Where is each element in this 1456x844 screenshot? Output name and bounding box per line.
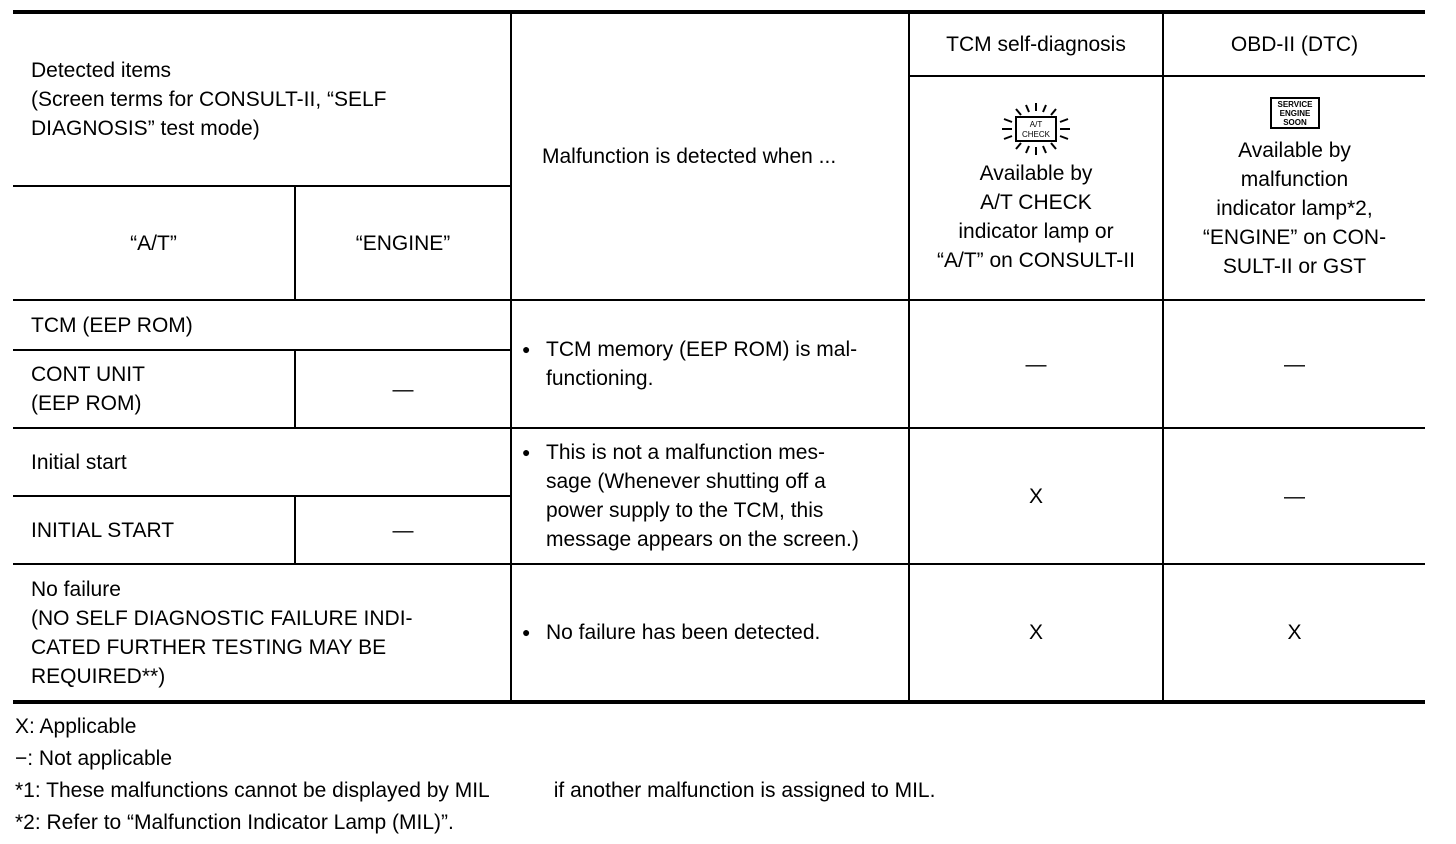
engine-code-cell — [295, 350, 511, 428]
engine-code-cell — [295, 496, 511, 564]
malfunction-line: power supply to the TCM, this — [546, 499, 824, 522]
obd-available-line-1: Available by — [1238, 138, 1351, 162]
table-row — [13, 300, 1425, 350]
obd-available-line-2: malfunction — [1240, 167, 1349, 191]
engine-item-line: CONT UNIT — [31, 363, 145, 386]
engine-item-line: (EEP ROM) — [31, 392, 142, 415]
note-applicable: X: Applicable — [15, 715, 137, 738]
obd-available-line-3: indicator lamp*2, — [1216, 196, 1373, 220]
engine-item-cell — [13, 496, 295, 564]
table-row — [13, 564, 1425, 702]
tcm-cell — [909, 564, 1163, 702]
note-not-applicable: −: Not applicable — [15, 747, 173, 770]
at-lamp-text-2: CHECK — [1021, 130, 1051, 139]
malfunction-line: message appears on the screen.) — [546, 528, 859, 551]
tcm-cell — [909, 428, 1163, 564]
sel-text-2: ENGINE — [1279, 108, 1310, 118]
at-item-line: (NO SELF DIAGNOSTIC FAILURE INDI- — [31, 606, 413, 630]
tcm-cell — [909, 300, 1163, 428]
malfunction-line: This is not a malfunction mes- — [546, 441, 825, 464]
at-item-line: CATED FURTHER TESTING MAY BE — [31, 635, 387, 659]
bullet-icon: ● — [522, 624, 531, 640]
bullet-icon: ● — [522, 341, 531, 357]
sel-text-3: SOON — [1282, 117, 1307, 127]
obd-header — [1163, 12, 1425, 76]
header-row-1 — [13, 12, 1425, 76]
note-1-part-b: if another malfunction is assigned to MIL. — [553, 779, 936, 802]
tcm-available-line-4: “A/T” on CONSULT-II — [937, 249, 1135, 272]
detected-items-title: Detected items — [31, 59, 172, 82]
obd-available-line-4: “ENGINE” on CON- — [1202, 225, 1387, 249]
tcm-value: X — [1028, 621, 1043, 644]
obd-value: X — [1287, 621, 1302, 644]
at-check-lamp-icon — [996, 101, 1076, 157]
at-item-line: No failure — [31, 577, 121, 601]
engine-code-value: — — [392, 518, 414, 542]
note-2: *2: Refer to “Malfunction Indicator Lamp (MIL)”. — [15, 811, 454, 834]
obd-cell — [1163, 564, 1425, 702]
at-item-cell — [13, 428, 511, 496]
engine-item-line: INITIAL START — [31, 518, 175, 542]
footnotes — [15, 711, 935, 839]
obd-header-text: OBD-II (DTC) — [1230, 33, 1359, 56]
at-lamp-text-1: A/T — [1029, 120, 1043, 129]
malfunction-line: sage (Whenever shutting off a — [546, 470, 826, 493]
engine-column-header — [295, 186, 511, 300]
malfunction-line: No failure has been detected. — [546, 621, 821, 644]
at-item-cell — [13, 564, 511, 702]
obd-value: — — [1284, 484, 1305, 508]
at-column-header-text: “A/T” — [130, 231, 177, 255]
malfunction-line: functioning. — [546, 367, 654, 390]
tcm-value: X — [1028, 484, 1043, 508]
bullet-icon: ● — [522, 444, 531, 460]
detected-items-header — [13, 12, 511, 186]
malfunction-header-text: Malfunction is detected when ... — [542, 145, 837, 168]
tcm-header-text: TCM self-diagnosis — [946, 33, 1126, 56]
tcm-header — [909, 12, 1163, 76]
obd-available-line-5: SULT-II or GST — [1222, 254, 1367, 278]
malfunction-cell — [511, 300, 909, 428]
tcm-available-line-1: Available by — [979, 162, 1093, 185]
malfunction-line: TCM memory (EEP ROM) is mal- — [546, 338, 858, 361]
engine-column-header-text: “ENGINE” — [355, 231, 451, 255]
at-item-cell — [13, 300, 511, 350]
note-1 — [15, 775, 935, 807]
at-item-text: Initial start — [31, 450, 127, 474]
detected-items-subtitle: (Screen terms for CONSULT-II, “SELF DIAGNOSIS” test mode) — [31, 88, 387, 140]
obd-cell — [1163, 300, 1425, 428]
obd-cell — [1163, 428, 1425, 564]
table-row — [13, 428, 1425, 496]
tcm-availability-cell — [909, 76, 1163, 300]
engine-code-value: — — [392, 377, 414, 401]
at-column-header — [13, 186, 295, 300]
malfunction-cell — [511, 428, 909, 564]
malfunction-cell — [511, 564, 909, 702]
obd-availability-cell — [1163, 76, 1425, 300]
tcm-available-line-2: A/T CHECK — [980, 191, 1092, 214]
tcm-available-line-3: indicator lamp or — [958, 220, 1114, 243]
sel-text-1: SERVICE — [1277, 99, 1312, 109]
malfunction-header — [511, 12, 909, 300]
obd-value: — — [1284, 352, 1305, 376]
at-item-line: REQUIRED**) — [31, 664, 166, 688]
service-engine-soon-lamp-icon — [1269, 96, 1321, 130]
note-1-part-a: *1: These malfunctions cannot be displayed by MIL — [15, 779, 490, 802]
at-item-text: TCM (EEP ROM) — [31, 313, 193, 337]
engine-item-cell — [13, 350, 295, 428]
diagnosis-table — [13, 10, 1425, 704]
tcm-value: — — [1025, 352, 1047, 376]
